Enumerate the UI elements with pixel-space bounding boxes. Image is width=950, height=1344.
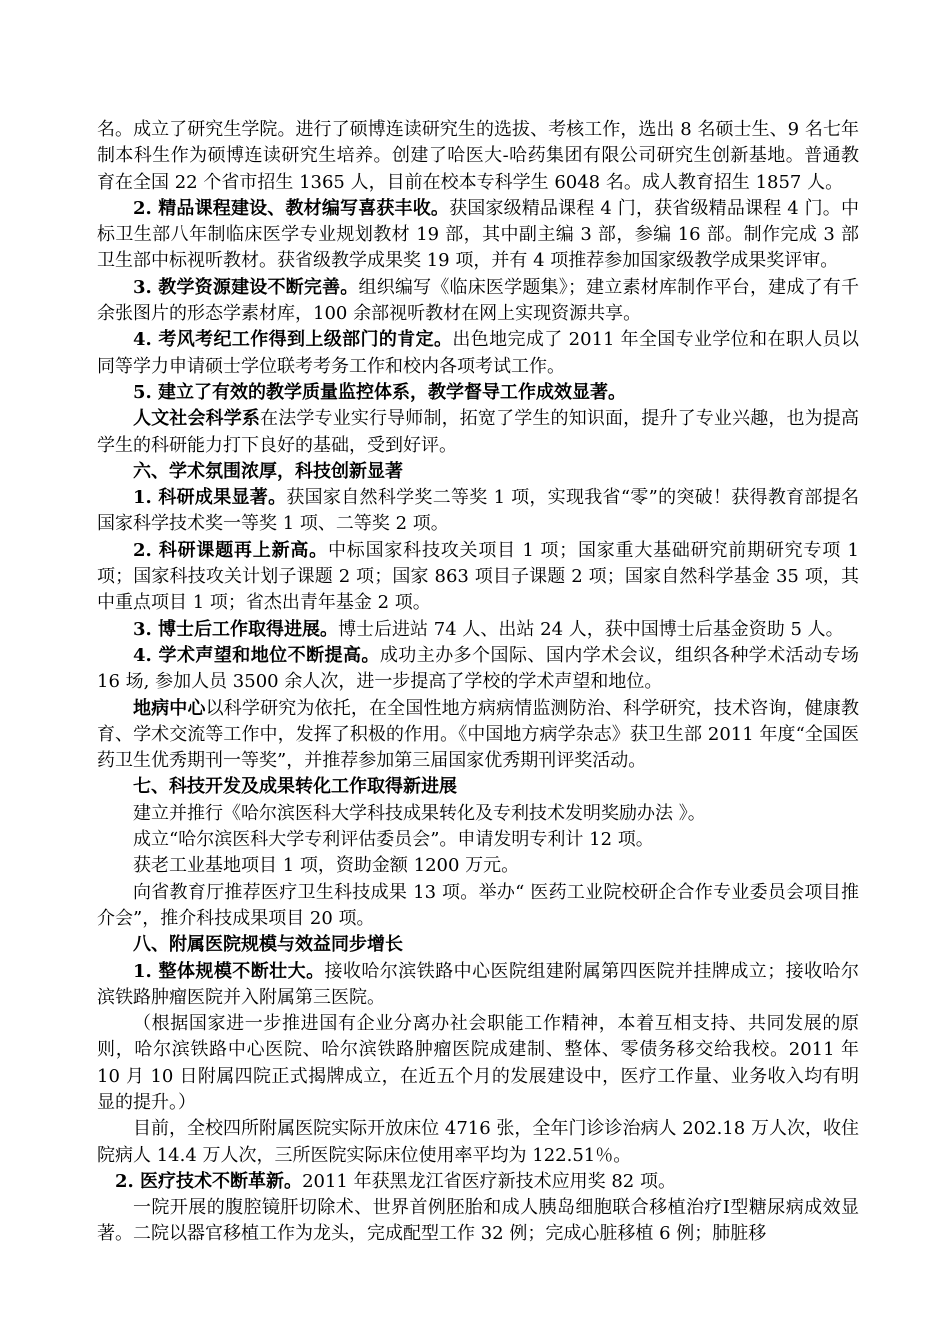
paragraph-text: 获国家自然科学奖二等奖 1 项，实现我省“零”的突破！获得教育部提名国家科学技术奖一等奖 1 项、二等奖 2 项。 <box>97 487 859 535</box>
paragraph-text: 2011 年获黑龙江省医疗新技术应用奖 82 项。 <box>302 1170 676 1192</box>
paragraph <box>97 196 859 275</box>
paragraph <box>97 1169 859 1195</box>
paragraph-text: 以科学研究为依托，在全国性地方病病情监测防治、科学研究，技术咨询，健康教育、学术交流等工作中，发挥了积极的作用。《中国地方病学杂志》获卫生部 2011 年度“全国医药卫生优秀期刊一等奖”，并推荐参加第三届国家优秀期刊评奖活动。 <box>97 697 860 772</box>
paragraph <box>97 696 859 775</box>
paragraph-heading: 人文社会科学系 <box>133 408 261 430</box>
paragraph <box>97 774 859 800</box>
paragraph <box>97 380 859 406</box>
paragraph-heading: 4. 学术声望和地位不断提高。 <box>133 644 380 666</box>
paragraph-text: 名。成立了研究生学院。进行了硕博连读研究生的选拔、考核工作，选出 8 名硕士生、9 名七年制本科生作为硕博连读研究生培养。创建了哈医大-哈药集团有限公司研究生创新基地。普通教育在全国 22 个省市招生 1365 人，目前在校本专科学生 6048 名。成人教育招生 1857 人。 <box>97 119 859 193</box>
paragraph-text: 成立“哈尔滨医科大学专利评估委员会”。申请发明专利计 12 项。 <box>133 829 654 851</box>
paragraph-text: 出色地完成了 2011 年全国专业学位和在职人员以同等学力申请硕士学位联考考务工作和校内各项考试工作。 <box>97 329 860 377</box>
paragraph-heading: 2. 科研课题再上新高。 <box>133 539 328 561</box>
paragraph <box>97 853 859 879</box>
paragraph <box>97 275 859 328</box>
paragraph <box>97 1011 859 1116</box>
paragraph-heading: 地病中心 <box>133 697 206 719</box>
paragraph-text: 成功主办多个国际、国内学术会议，组织各种学术活动专场 16 场, 参加人员 3500 余人次，进一步提高了学校的学术声望和地位。 <box>97 644 859 693</box>
paragraph <box>97 327 859 380</box>
paragraph <box>97 827 859 853</box>
paragraph <box>97 459 859 485</box>
paragraph-text: 组织编写《临床医学题集》；建立素材库制作平台，建成了有千余张图片的形态学素材库，100 余部视听教材在网上实现资源共享。 <box>97 276 859 325</box>
paragraph-heading: 3. 博士后工作取得进展。 <box>133 618 339 640</box>
paragraph <box>97 801 859 827</box>
paragraph-heading: 2. 医疗技术不断革新。 <box>115 1170 303 1192</box>
paragraph-heading: 1. 科研成果显著。 <box>133 487 287 509</box>
paragraph <box>97 1116 859 1169</box>
paragraph <box>97 485 859 538</box>
paragraph <box>97 617 859 643</box>
paragraph <box>97 538 859 617</box>
paragraph <box>97 959 859 1012</box>
paragraph-text: 建立并推行《哈尔滨医科大学科技成果转化及专利技术发明奖励办法 》。 <box>133 802 706 824</box>
paragraph-heading: 六、学术氛围浓厚，科技创新显著 <box>133 460 403 482</box>
paragraph-heading: 3. 教学资源建设不断完善。 <box>133 276 359 298</box>
paragraph-text: 一院开展的腹腔镜肝切除术、世界首例胚胎和成人胰岛细胞联合移植治疗Ⅰ型糖尿病成效显著。二院以器官移植工作为龙头，完成配型工作 32 例；完成心脏移植 6 例；肺脏移 <box>97 1197 859 1245</box>
paragraph-heading: 4. 考风考纪工作得到上级部门的肯定。 <box>133 329 453 351</box>
paragraph-text: 在法学专业实行导师制，拓宽了学生的知识面，提升了专业兴趣，也为提高学生的科研能力打下良好的基础，受到好评。 <box>97 408 859 456</box>
paragraph-text: 接收哈尔滨铁路中心医院组建附属第四医院并挂牌成立；接收哈尔滨铁路肿瘤医院并入附属第三医院。 <box>97 960 859 1008</box>
paragraph-text: 向省教育厅推荐医疗卫生科技成果 13 项。举办“ 医药工业院校研企合作专业委员会项目推介会”，推介科技成果项目 20 项。 <box>97 881 859 929</box>
paragraph-text: 获国家级精品课程 4 门，获省级精品课程 4 门。中标卫生部八年制临床医学专业规划教材 19 部，其中副主编 3 部，参编 16 部。制作完成 3 部卫生部中标视听教材。获省级教学成果奖 19 项，并有 4 项推荐参加国家级教学成果奖评审。 <box>97 197 859 272</box>
document-body <box>97 117 859 1248</box>
paragraph-heading: 1. 整体规模不断壮大。 <box>133 960 325 982</box>
paragraph-heading: 5. 建立了有效的教学质量监控体系，教学督导工作成效显著。 <box>133 381 627 403</box>
paragraph <box>97 880 859 933</box>
paragraph <box>97 117 859 196</box>
paragraph-text: 获老工业基地项目 1 项，资助金额 1200 万元。 <box>133 855 520 877</box>
paragraph-heading: 八、附属医院规模与效益同步增长 <box>133 934 403 956</box>
paragraph-text: 博士后进站 74 人、出站 24 人，获中国博士后基金资助 5 人。 <box>338 618 844 640</box>
paragraph-text: 目前，全校四所附属医院实际开放床位 4716 张，全年门诊诊治病人 202.18 万人次，收住院病人 14.4 万人次，三所医院实际床位使用率平均为 122.51％。 <box>97 1118 859 1166</box>
paragraph <box>97 643 859 696</box>
paragraph-text: 中标国家科技攻关项目 1 项；国家重大基础研究前期研究专项 1 项；国家科技攻关计划子课题 2 项；国家 863 项目子课题 2 项；国家自然科学基金 35 项，其中重点项目 1 项；省杰出青年基金 2 项。 <box>97 539 859 614</box>
paragraph <box>97 932 859 958</box>
paragraph-heading: 七、科技开发及成果转化工作取得新进展 <box>133 776 457 798</box>
paragraph-text: （根据国家进一步推进国有企业分离办社会职能工作精神，本着互相支持、共同发展的原则，哈尔滨铁路中心医院、哈尔滨铁路肿瘤医院成建制、整体、零债务移交给我校。2011 年 10 月 10 日附属四院正式揭牌成立，在近五个月的发展建设中，医疗工作量、业务收入均有明显的提升。） <box>97 1013 859 1113</box>
paragraph <box>97 406 859 459</box>
paragraph-heading: 2. 精品课程建设、教材编写喜获丰收。 <box>133 197 450 219</box>
paragraph <box>97 1195 859 1248</box>
